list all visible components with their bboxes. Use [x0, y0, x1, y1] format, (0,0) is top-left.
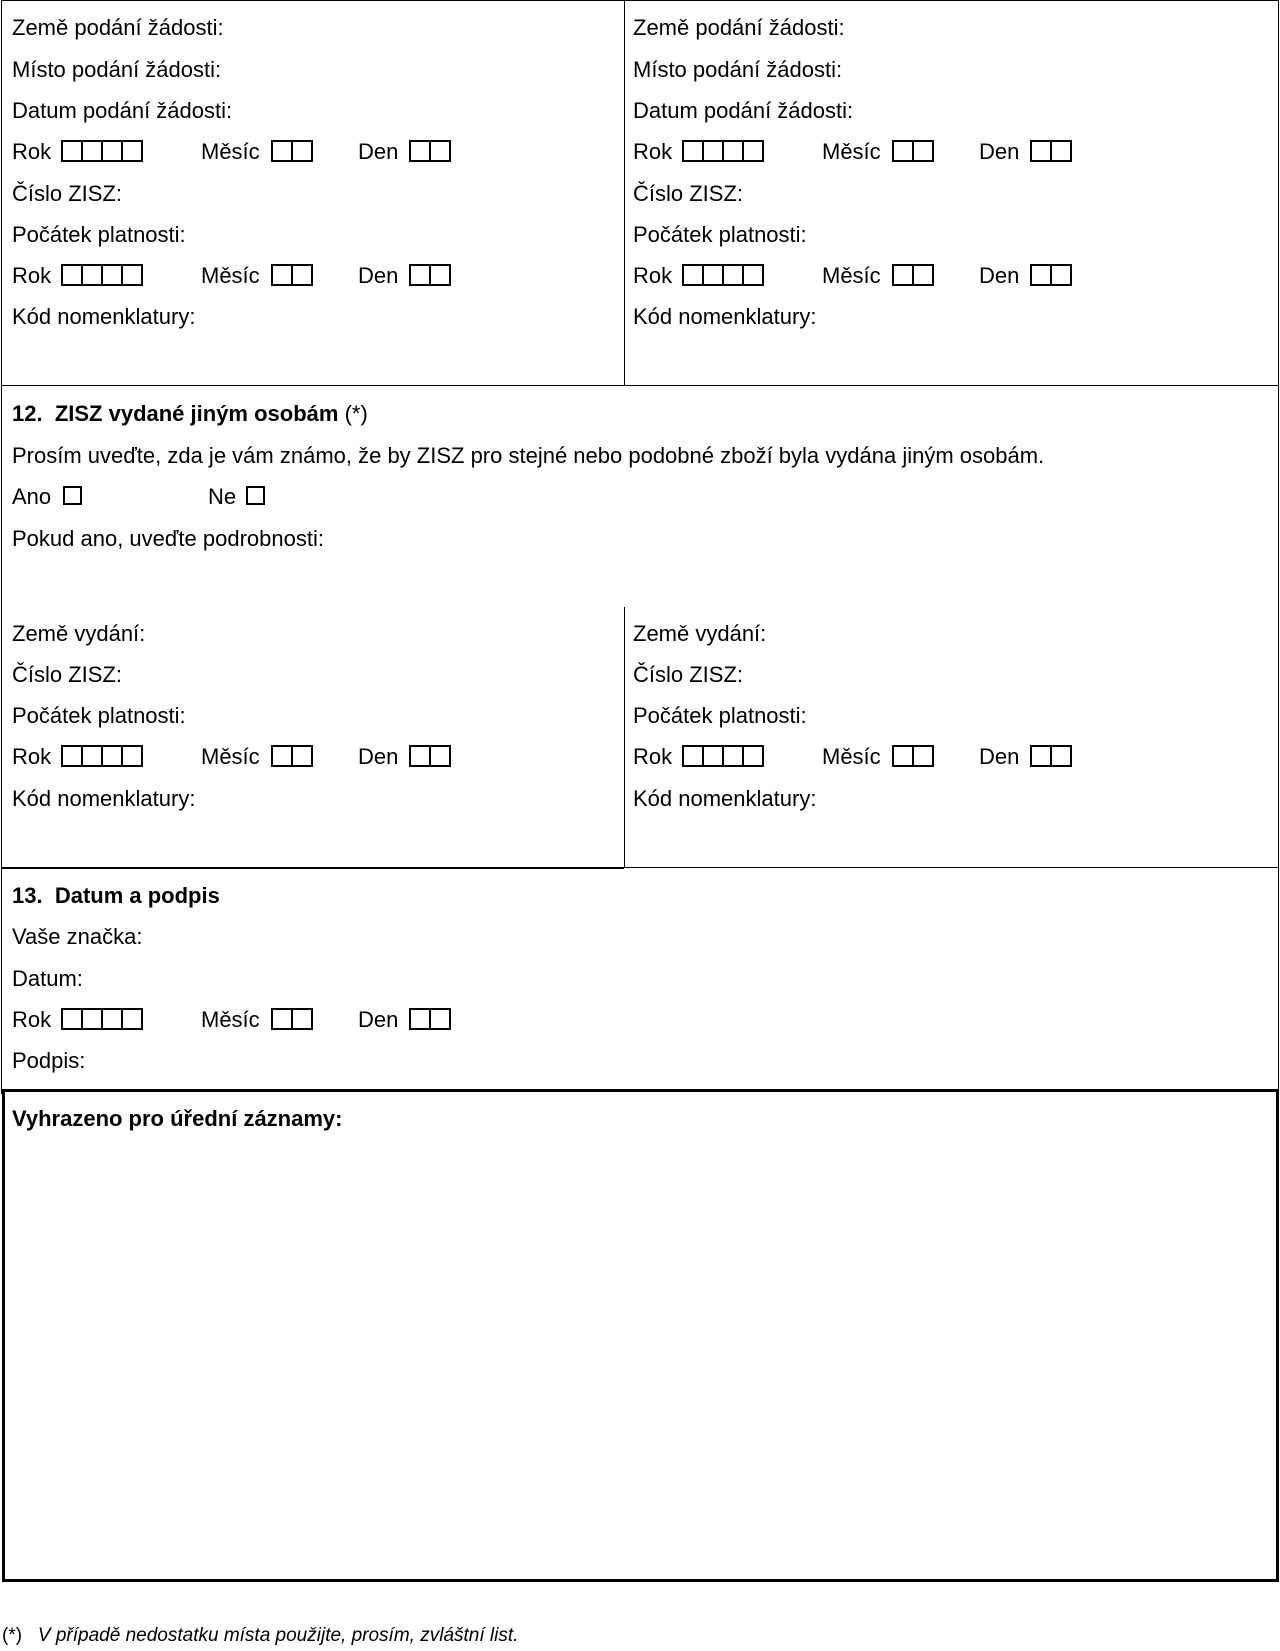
day-label: Den [358, 139, 399, 164]
issue-country-label: Země vydání: [12, 621, 146, 646]
yes-checkbox[interactable] [63, 486, 82, 505]
right-border [1278, 0, 1279, 1094]
day-label: Den [979, 744, 1020, 769]
yes-label: Ano [12, 484, 52, 509]
day-input[interactable] [1030, 140, 1070, 160]
day-input[interactable] [409, 1008, 449, 1028]
official-box-top-border [1, 1089, 1279, 1092]
year-label: Rok [633, 744, 673, 769]
official-records-title: Vyhrazeno pro úřední záznamy: [12, 1106, 343, 1131]
validity-start-label: Počátek platnosti: [12, 703, 186, 728]
section13-heading [12, 883, 220, 909]
day-label: Den [358, 744, 399, 769]
year-label: Rok [12, 263, 52, 288]
day-label: Den [358, 263, 399, 288]
day-label: Den [979, 263, 1020, 288]
footnote-text: V případě nedostatku místa použijte, prosím, zvláštní list. [37, 1625, 519, 1646]
year-input[interactable] [61, 140, 141, 160]
month-label: Měsíc [201, 1007, 260, 1032]
section13-number: 13. [12, 883, 43, 908]
zisz-number-label: Číslo ZISZ: [633, 181, 744, 206]
application-place-label: Místo podání žádosti: [12, 57, 222, 82]
section13-title: Datum a podpis [54, 883, 220, 908]
year-label: Rok [12, 139, 52, 164]
issue-country-label: Země vydání: [633, 621, 767, 646]
day-input[interactable] [1030, 745, 1070, 765]
section12-question: Prosím uveďte, zda je vám známo, že by ZISZ pro stejné nebo podobné zboží byla vydána jiným osobám. [12, 443, 1045, 468]
year-input[interactable] [682, 140, 762, 160]
top-border [1, 0, 1279, 1]
section12-footnote-mark: (*) [344, 401, 368, 426]
month-input[interactable] [892, 264, 932, 284]
official-box-bottom-border [2, 1579, 1279, 1582]
year-input[interactable] [682, 745, 762, 765]
validity-start-label: Počátek platnosti: [12, 222, 186, 247]
month-label: Měsíc [201, 139, 260, 164]
month-input[interactable] [892, 745, 932, 765]
year-label: Rok [633, 263, 673, 288]
signature-label: Podpis: [12, 1048, 86, 1073]
date-label: Datum: [12, 966, 83, 991]
section12-title: ZISZ vydané jiným osobám [54, 401, 339, 426]
month-label: Měsíc [822, 139, 881, 164]
day-input[interactable] [409, 140, 449, 160]
month-label: Měsíc [201, 744, 260, 769]
zisz-number-label: Číslo ZISZ: [12, 662, 123, 687]
nomenclature-code-label: Kód nomenklatury: [633, 304, 817, 329]
footnote [2, 1625, 518, 1647]
year-label: Rok [12, 1007, 52, 1032]
application-date-label: Datum podání žádosti: [633, 98, 854, 123]
left-border [1, 0, 2, 1094]
zisz-number-label: Číslo ZISZ: [12, 181, 123, 206]
details-label: Pokud ano, uveďte podrobnosti: [12, 526, 324, 551]
month-input[interactable] [892, 140, 932, 160]
section12-heading [12, 401, 368, 427]
application-place-label: Místo podání žádosti: [633, 57, 843, 82]
nomenclature-code-label: Kód nomenklatury: [633, 786, 817, 811]
year-input[interactable] [61, 264, 141, 284]
validity-start-label: Počátek platnosti: [633, 222, 807, 247]
no-label: Ne [208, 484, 237, 509]
month-input[interactable] [271, 140, 311, 160]
year-input[interactable] [61, 745, 141, 765]
year-label: Rok [12, 744, 52, 769]
day-label: Den [979, 139, 1020, 164]
section12-right-bottom-border [624, 867, 1279, 868]
your-reference-label: Vaše značka: [12, 924, 143, 949]
application-date-label: Datum podání žádosti: [12, 98, 233, 123]
nomenclature-code-label: Kód nomenklatury: [12, 786, 196, 811]
year-input[interactable] [61, 1008, 141, 1028]
nomenclature-code-label: Kód nomenklatury: [12, 304, 196, 329]
official-box-right-border [1276, 1089, 1279, 1582]
month-input[interactable] [271, 745, 311, 765]
year-label: Rok [633, 139, 673, 164]
column-divider-top [624, 0, 625, 385]
official-box-left-border [2, 1089, 5, 1582]
section12-top-border [1, 385, 1279, 386]
application-country-label: Země podání žádosti: [12, 15, 224, 40]
section12-number: 12. [12, 401, 43, 426]
section12-left-bottom-border [1, 867, 624, 869]
no-checkbox[interactable] [246, 486, 265, 505]
year-input[interactable] [682, 264, 762, 284]
day-label: Den [358, 1007, 399, 1032]
day-input[interactable] [1030, 264, 1070, 284]
month-label: Měsíc [822, 744, 881, 769]
zisz-number-label: Číslo ZISZ: [633, 662, 744, 687]
month-label: Měsíc [201, 263, 260, 288]
day-input[interactable] [409, 745, 449, 765]
month-input[interactable] [271, 264, 311, 284]
footnote-mark: (*) [2, 1625, 23, 1646]
column-divider-section12 [624, 607, 625, 867]
month-label: Měsíc [822, 263, 881, 288]
day-input[interactable] [409, 264, 449, 284]
month-input[interactable] [271, 1008, 311, 1028]
validity-start-label: Počátek platnosti: [633, 703, 807, 728]
application-country-label: Země podání žádosti: [633, 15, 845, 40]
